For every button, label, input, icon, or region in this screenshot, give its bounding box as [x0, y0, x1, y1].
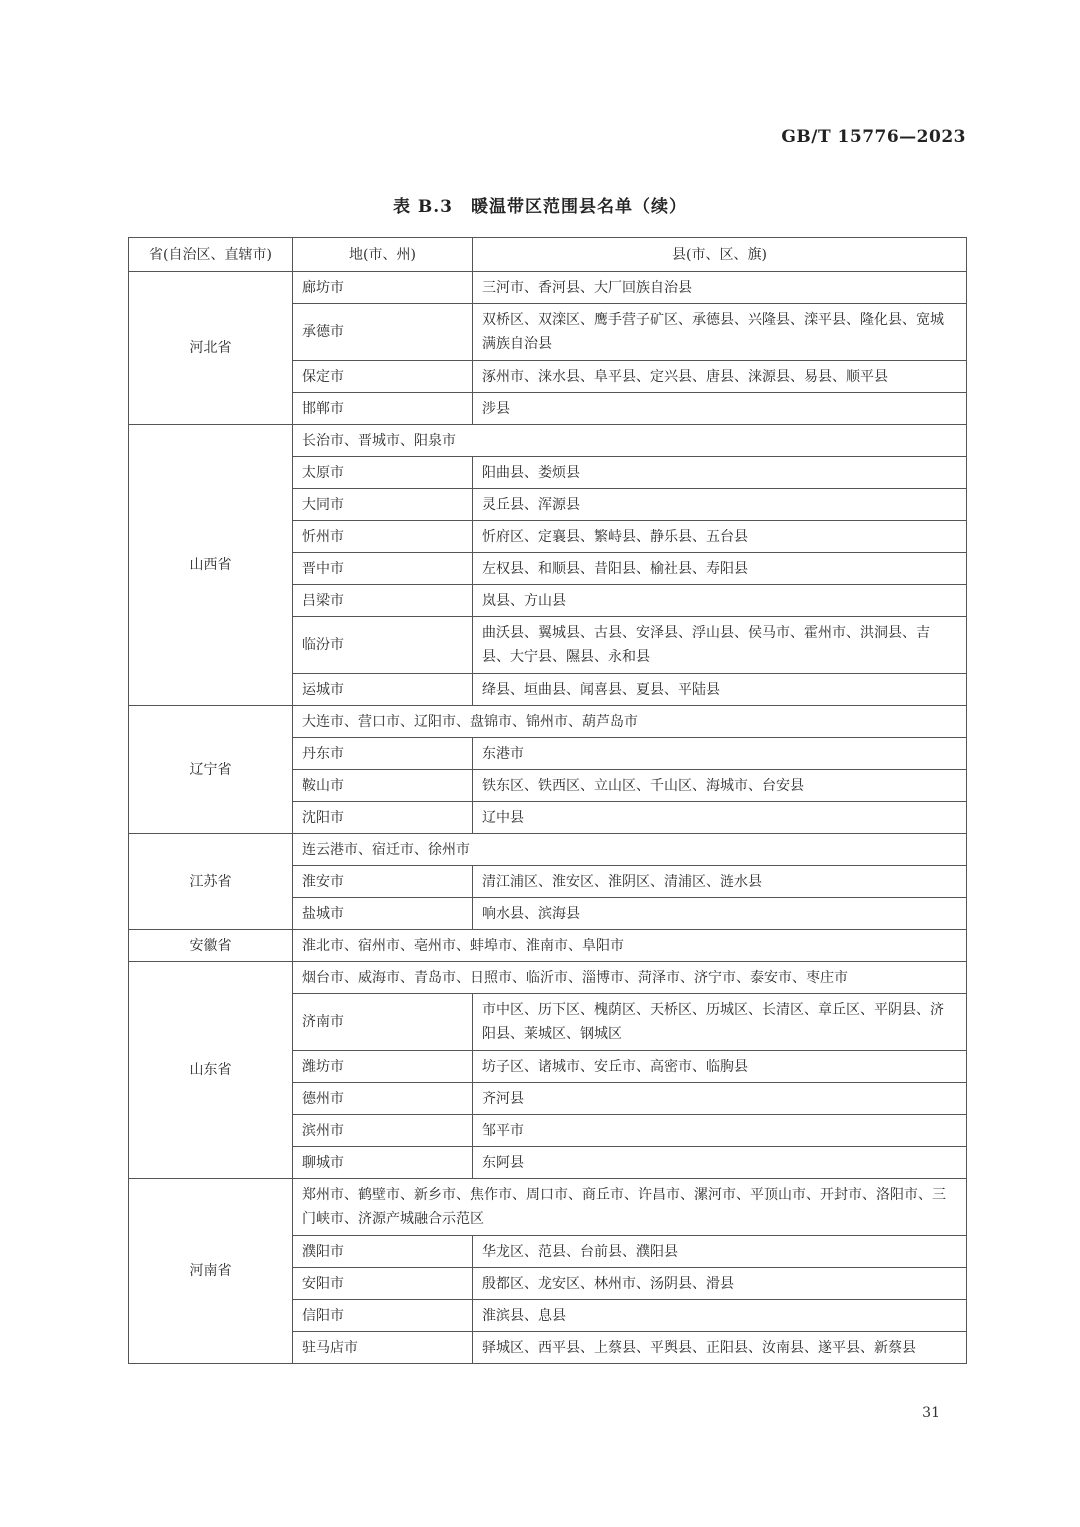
city-cell: 滨州市 [293, 1115, 473, 1147]
table-row [129, 425, 967, 457]
city-cell: 潍坊市 [293, 1051, 473, 1083]
city-cell: 廊坊市 [293, 272, 473, 304]
table-row [129, 834, 967, 866]
table-caption: 表 B.3 暖温带区范围县名单（续） [392, 197, 688, 217]
column-header-province: 省(自治区、直辖市) [129, 238, 293, 272]
city-cell: 吕梁市 [293, 585, 473, 617]
page-number: 31 [922, 1405, 940, 1421]
county-cell: 三河市、香河县、大厂回族自治县 [473, 272, 967, 304]
county-cell: 岚县、方山县 [473, 585, 967, 617]
county-cell: 清江浦区、淮安区、淮阴区、清浦区、涟水县 [473, 866, 967, 898]
city-cell: 承德市 [293, 304, 473, 361]
city-cell: 保定市 [293, 361, 473, 393]
city-cell: 临汾市 [293, 617, 473, 674]
city-cell: 运城市 [293, 674, 473, 706]
city-cell: 安阳市 [293, 1268, 473, 1300]
column-header-county: 县(市、区、旗) [473, 238, 967, 272]
province-cell: 山东省 [129, 962, 293, 1179]
span-cities-cell: 长治市、晋城市、阳泉市 [293, 425, 967, 457]
city-cell: 淮安市 [293, 866, 473, 898]
table-header-row [129, 238, 967, 272]
province-cell: 辽宁省 [129, 706, 293, 834]
city-cell: 鞍山市 [293, 770, 473, 802]
county-cell: 驿城区、西平县、上蔡县、平舆县、正阳县、汝南县、遂平县、新蔡县 [473, 1332, 967, 1364]
province-cell: 江苏省 [129, 834, 293, 930]
county-cell: 灵丘县、浑源县 [473, 489, 967, 521]
city-cell: 濮阳市 [293, 1236, 473, 1268]
county-table [128, 237, 967, 1364]
city-cell: 聊城市 [293, 1147, 473, 1179]
county-cell: 双桥区、双滦区、鹰手营子矿区、承德县、兴隆县、滦平县、隆化县、宽城满族自治县 [473, 304, 967, 361]
table-row [129, 930, 967, 962]
column-header-city: 地(市、州) [293, 238, 473, 272]
city-cell: 晋中市 [293, 553, 473, 585]
county-cell: 左权县、和顺县、昔阳县、榆社县、寿阳县 [473, 553, 967, 585]
table-row [129, 706, 967, 738]
province-cell: 河北省 [129, 272, 293, 425]
county-cell: 淮滨县、息县 [473, 1300, 967, 1332]
county-cell: 坊子区、诸城市、安丘市、高密市、临朐县 [473, 1051, 967, 1083]
county-cell: 市中区、历下区、槐荫区、天桥区、历城区、长清区、章丘区、平阴县、济阳县、莱城区、钢城区 [473, 994, 967, 1051]
county-cell: 忻府区、定襄县、繁峙县、静乐县、五台县 [473, 521, 967, 553]
city-cell: 济南市 [293, 994, 473, 1051]
span-cities-cell: 郑州市、鹤壁市、新乡市、焦作市、周口市、商丘市、许昌市、漯河市、平顶山市、开封市、洛阳市、三门峡市、济源产城融合示范区 [293, 1179, 967, 1236]
city-cell: 忻州市 [293, 521, 473, 553]
city-cell: 驻马店市 [293, 1332, 473, 1364]
province-cell: 河南省 [129, 1179, 293, 1364]
county-cell: 华龙区、范县、台前县、濮阳县 [473, 1236, 967, 1268]
province-cell: 安徽省 [129, 930, 293, 962]
province-cell: 山西省 [129, 425, 293, 706]
county-cell: 邹平市 [473, 1115, 967, 1147]
city-cell: 太原市 [293, 457, 473, 489]
county-cell: 齐河县 [473, 1083, 967, 1115]
county-cell: 阳曲县、娄烦县 [473, 457, 967, 489]
city-cell: 邯郸市 [293, 393, 473, 425]
city-cell: 信阳市 [293, 1300, 473, 1332]
city-cell: 德州市 [293, 1083, 473, 1115]
county-cell: 涉县 [473, 393, 967, 425]
city-cell: 盐城市 [293, 898, 473, 930]
county-cell: 涿州市、涞水县、阜平县、定兴县、唐县、涞源县、易县、顺平县 [473, 361, 967, 393]
city-cell: 大同市 [293, 489, 473, 521]
county-cell: 曲沃县、翼城县、古县、安泽县、浮山县、侯马市、霍州市、洪洞县、吉县、大宁县、隰县、永和县 [473, 617, 967, 674]
county-cell: 绛县、垣曲县、闻喜县、夏县、平陆县 [473, 674, 967, 706]
span-cities-cell: 连云港市、宿迁市、徐州市 [293, 834, 967, 866]
county-cell: 东港市 [473, 738, 967, 770]
table-row [129, 962, 967, 994]
county-cell: 铁东区、铁西区、立山区、千山区、海城市、台安县 [473, 770, 967, 802]
county-cell: 殷都区、龙安区、林州市、汤阴县、滑县 [473, 1268, 967, 1300]
span-cities-cell: 烟台市、威海市、青岛市、日照市、临沂市、淄博市、菏泽市、济宁市、泰安市、枣庄市 [293, 962, 967, 994]
span-cities-cell: 大连市、营口市、辽阳市、盘锦市、锦州市、葫芦岛市 [293, 706, 967, 738]
table-body [129, 272, 967, 1364]
county-cell: 响水县、滨海县 [473, 898, 967, 930]
city-cell: 丹东市 [293, 738, 473, 770]
span-cities-cell: 淮北市、宿州市、亳州市、蚌埠市、淮南市、阜阳市 [293, 930, 967, 962]
table-row [129, 1179, 967, 1236]
county-cell: 辽中县 [473, 802, 967, 834]
county-cell: 东阿县 [473, 1147, 967, 1179]
standard-code: GB/T 15776—2023 [781, 127, 966, 147]
city-cell: 沈阳市 [293, 802, 473, 834]
table-row [129, 272, 967, 304]
